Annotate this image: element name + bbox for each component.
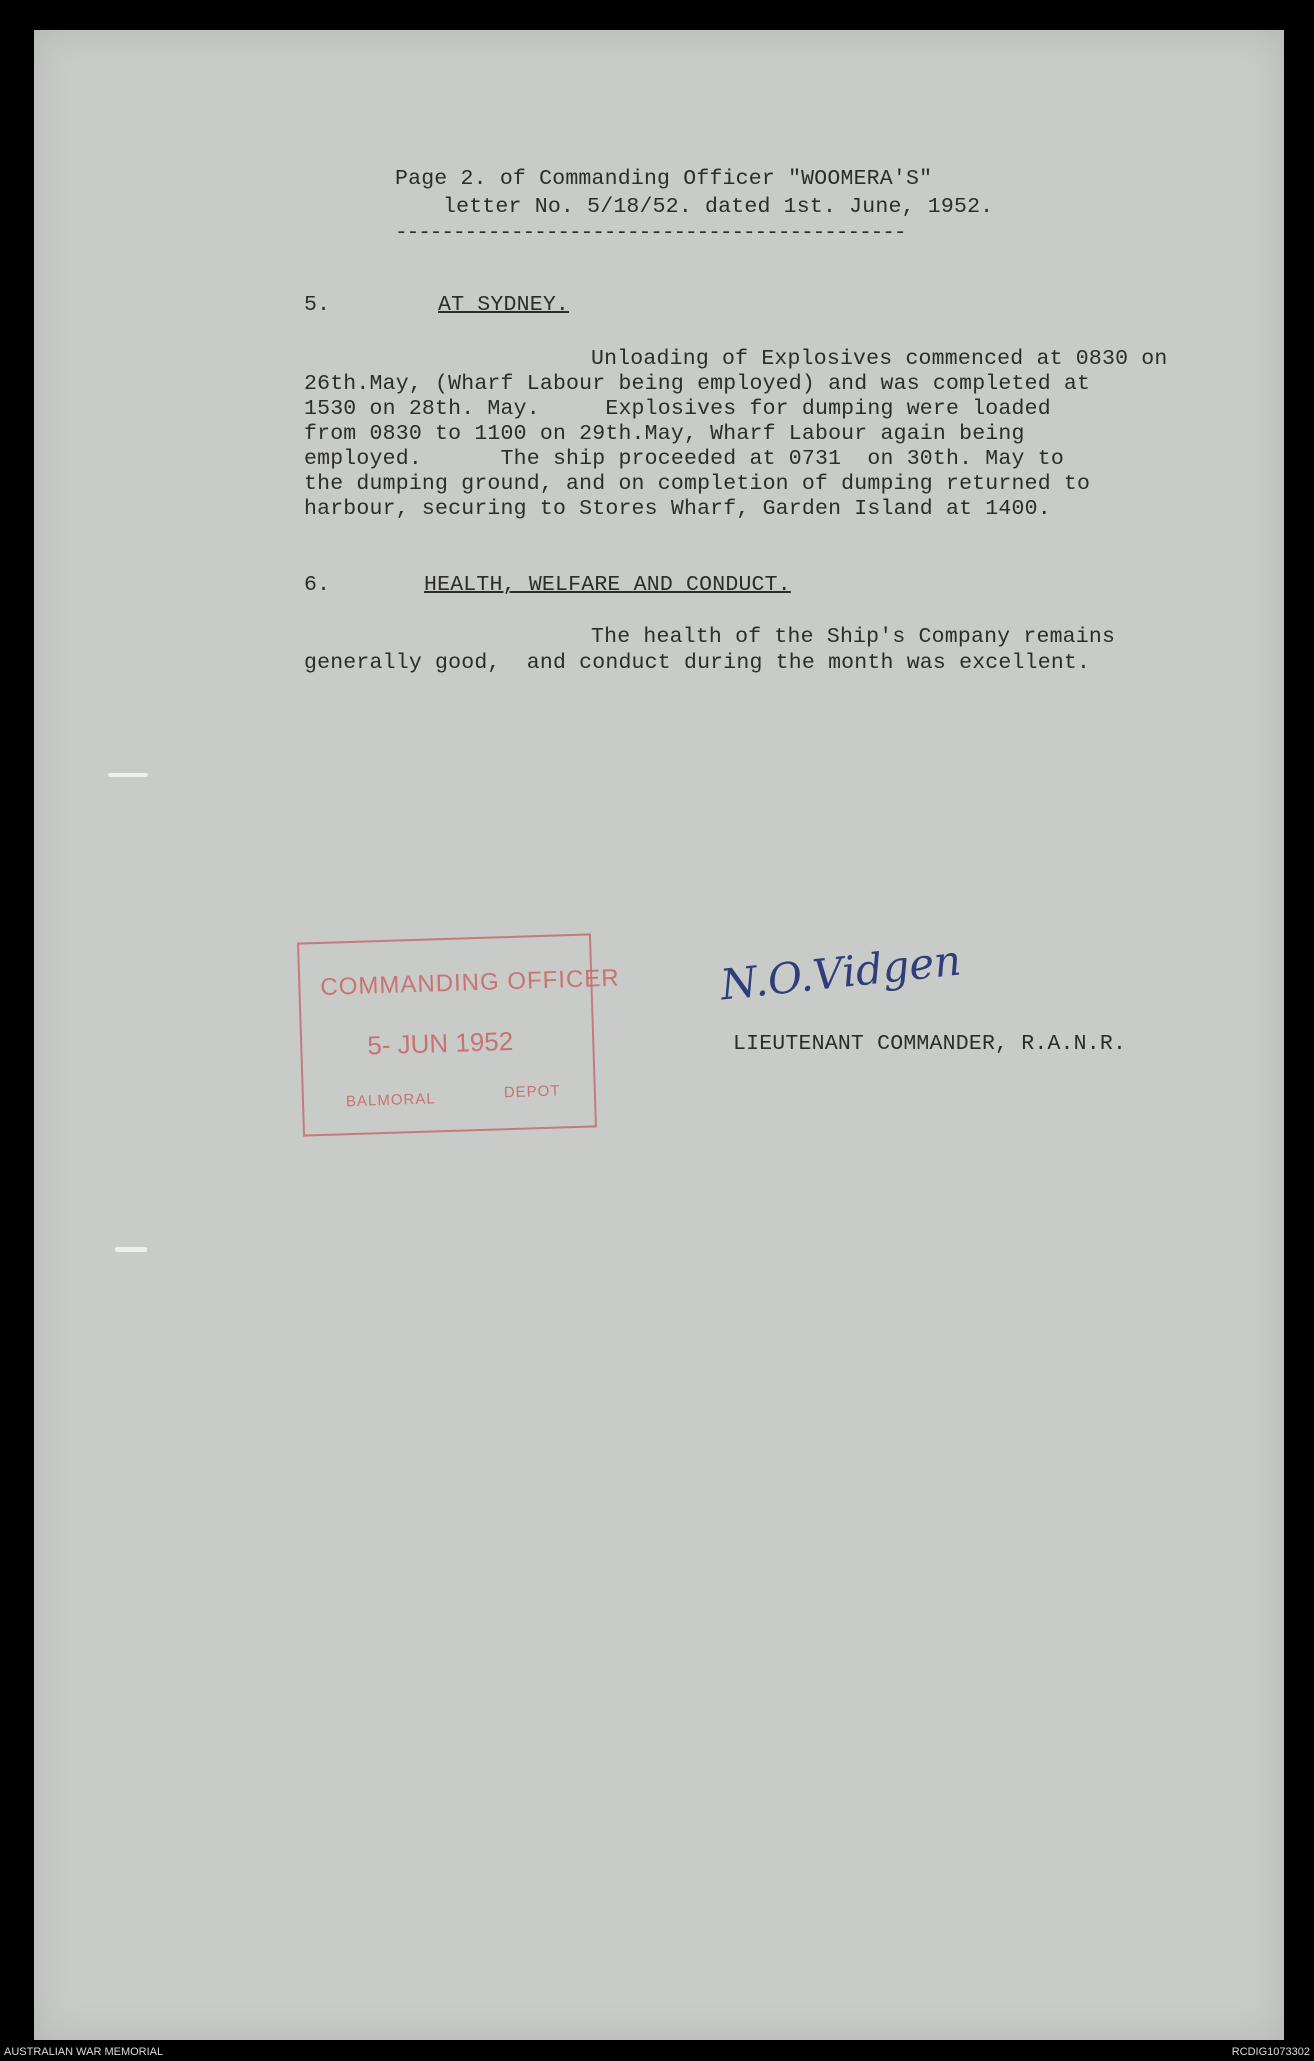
paragraph-line: employed. The ship proceeded at 0731 on 30th. May to — [304, 447, 1064, 471]
stamp-title: COMMANDING OFFICER — [320, 964, 621, 1001]
paper-mark — [108, 773, 148, 777]
paragraph-line: the dumping ground, and on completion of dumping returned to — [304, 472, 1091, 496]
stamp-date: 5- JUN 1952 — [366, 1025, 514, 1061]
header-line-2: letter No. 5/18/52. dated 1st. June, 1952. — [443, 195, 994, 219]
footer-source: AUSTRALIAN WAR MEMORIAL — [4, 2046, 164, 2058]
paragraph-line: 1530 on 28th. May. Explosives for dumping were loaded — [304, 397, 1051, 421]
footer-record-id: RCDIG1073302 — [1231, 2046, 1310, 2058]
paragraph-line: from 0830 to 1100 on 29th.May, Wharf Labour again being — [304, 422, 1025, 446]
header-rule: -------------------------------------------- — [395, 222, 906, 245]
paragraph-line: Unloading of Explosives commenced at 0830 on — [591, 347, 1168, 371]
handwritten-signature: N.O.Vidgen — [718, 935, 964, 1010]
signatory-title: LIEUTENANT COMMANDER, R.A.N.R. — [733, 1032, 1127, 1056]
paragraph-line: The health of the Ship's Company remains — [591, 625, 1116, 649]
paper-mark — [115, 1247, 147, 1252]
section-number: 5. — [304, 293, 331, 317]
stamp-location: BALMORAL — [345, 1090, 436, 1111]
paragraph-line: 26th.May, (Wharf Labour being employed) and was completed at — [304, 372, 1091, 396]
header-line-1: Page 2. of Commanding Officer "WOOMERA'S" — [395, 167, 933, 191]
paragraph-line: generally good, and conduct during the month was excellent. — [304, 651, 1091, 675]
stamp-location-suffix: DEPOT — [503, 1082, 561, 1102]
received-stamp — [297, 933, 621, 1136]
section-heading: HEALTH, WELFARE AND CONDUCT. — [424, 573, 791, 597]
section-number: 6. — [304, 573, 331, 597]
paragraph-line: harbour, securing to Stores Wharf, Garden Island at 1400. — [304, 497, 1051, 521]
section-heading: AT SYDNEY. — [438, 293, 570, 317]
